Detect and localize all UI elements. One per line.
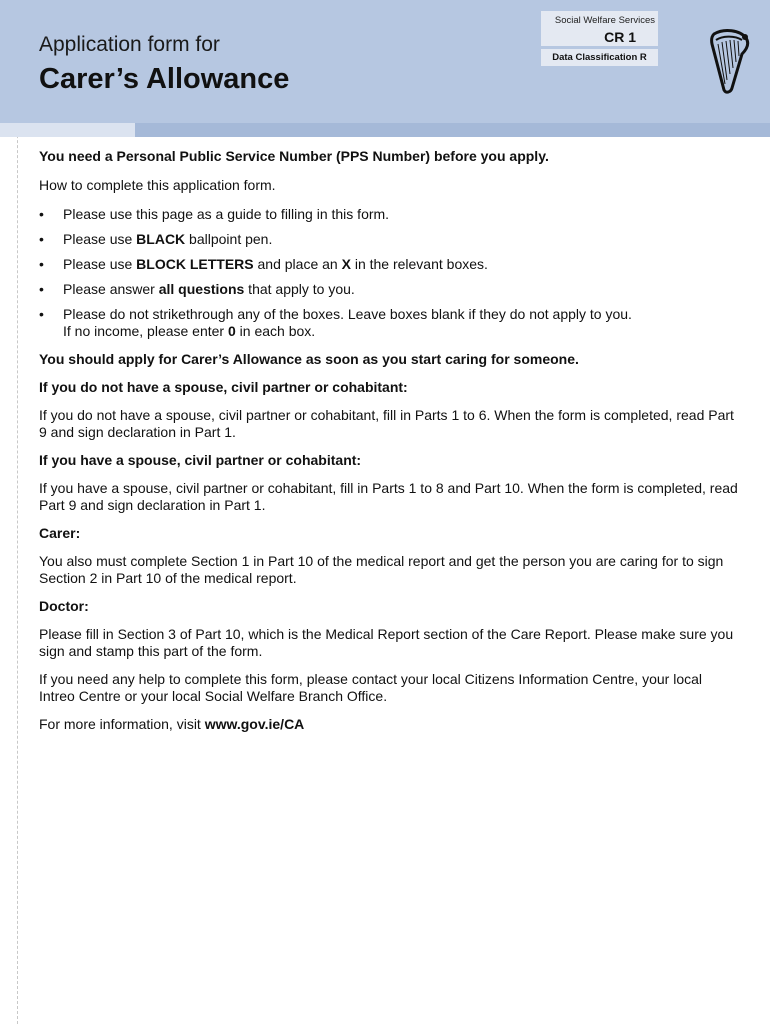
carer-heading: Carer:: [39, 525, 81, 541]
instructions-content: [39, 146, 739, 733]
form-code: CR 1: [604, 29, 636, 45]
apply-notice: You should apply for Carer’s Allowance as soon as you start caring for someone.: [39, 351, 579, 367]
more-info-link[interactable]: www.gov.ie/CA: [204, 716, 305, 732]
list-item: • Please answer all questions that apply to you.: [39, 281, 739, 298]
form-title: Carer’s Allowance: [39, 63, 290, 95]
carer-body: You also must complete Section 1 in Part 10 of the medical report and get the person you are caring for to sign Section 2 in Part 10 of the medical report.: [39, 553, 724, 586]
with-partner-heading: If you have a spouse, civil partner or cohabitant:: [39, 452, 362, 468]
pps-notice: You need a Personal Public Service Number (PPS Number) before you apply.: [39, 148, 549, 164]
doctor-heading: Doctor:: [39, 598, 89, 614]
data-classification: Data Classification R: [541, 49, 658, 66]
form-header: [0, 0, 770, 137]
page-edge-dashed-line: [17, 0, 18, 1024]
no-partner-body: If you do not have a spouse, civil partner or cohabitant, fill in Parts 1 to 6. When the form is completed, read Part 9 and sign declaration in Part 1.: [39, 407, 734, 440]
list-item: • Please use BLOCK LETTERS and place an X in the relevant boxes.: [39, 256, 739, 273]
header-strip-dark: [135, 123, 770, 137]
header-strip-light: [0, 123, 135, 137]
list-item: • Please use this page as a guide to filling in this form.: [39, 206, 739, 223]
doctor-body: Please fill in Section 3 of Part 10, which is the Medical Report section of the Care Report. Please make sure you sign and stamp this part of the form.: [39, 626, 734, 659]
harp-icon: [702, 26, 752, 96]
how-to-complete: How to complete this application form.: [39, 177, 276, 193]
with-partner-body: If you have a spouse, civil partner or cohabitant, fill in Parts 1 to 8 and Part 10. When the form is completed, read Part 9 and sign declaration in Part 1.: [39, 480, 738, 513]
department-name: Social Welfare Services: [554, 15, 655, 26]
no-partner-heading: If you do not have a spouse, civil partner or cohabitant:: [39, 379, 408, 395]
form-title-prefix: Application form for: [39, 33, 220, 56]
list-item: • Please do not strikethrough any of the boxes. Leave boxes blank if they do not apply to you. If no income, please enter 0 in each box.: [39, 306, 739, 340]
more-info: [39, 716, 739, 733]
form-reference-top: [541, 11, 658, 46]
form-reference-box: [541, 11, 658, 66]
help-text: If you need any help to complete this form, please contact your local Citizens Information Centre, your local Intreo Centre or your local Social Welfare Branch Office.: [39, 671, 703, 704]
more-info-text: For more information, visit: [39, 716, 205, 732]
list-item: • Please use BLACK ballpoint pen.: [39, 231, 739, 248]
instruction-list: [39, 206, 739, 340]
